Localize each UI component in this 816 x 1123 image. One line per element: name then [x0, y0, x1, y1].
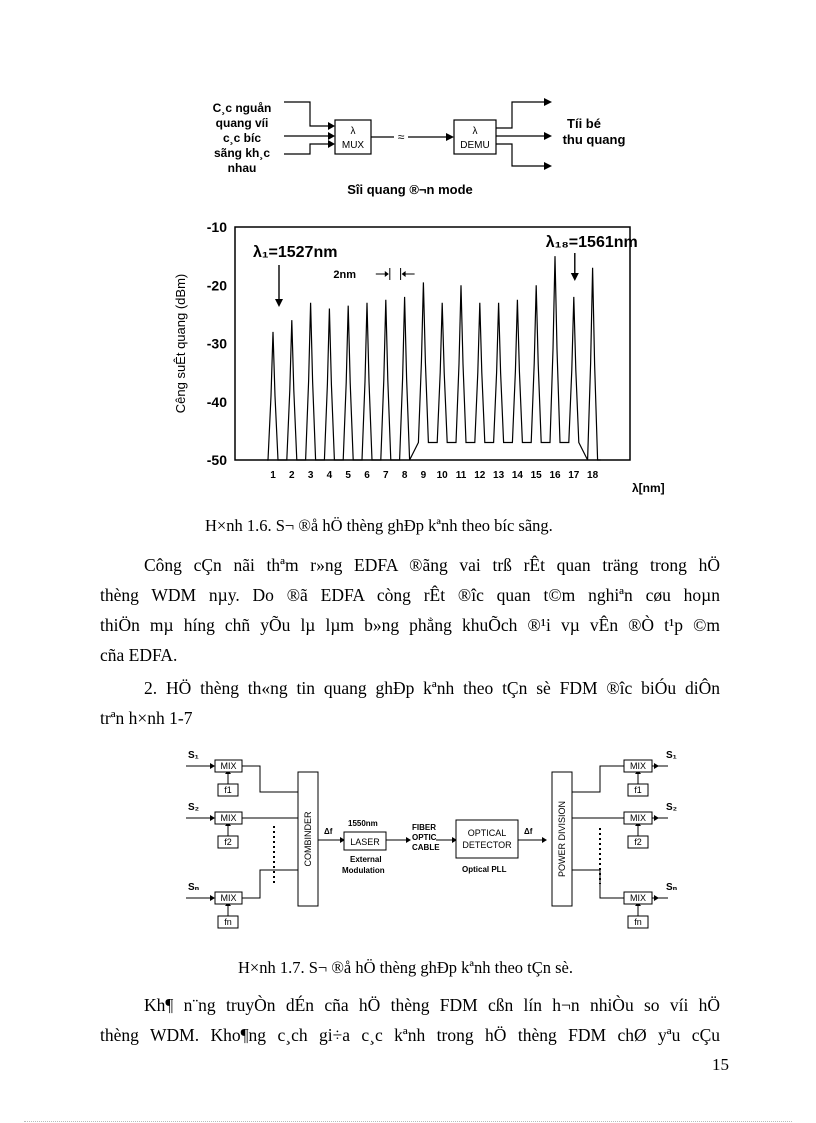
sources-line-3: c¸c bíc — [222, 131, 262, 145]
mux-label: MUX — [341, 140, 365, 151]
lambda-end-annotation: λ₁₈=1561nm — [545, 234, 638, 251]
spacing-annotation: 2nm — [333, 269, 357, 281]
y-tick-label: -10 — [206, 219, 227, 235]
receiver-line-2: thu quang — [562, 132, 626, 147]
paragraph-3-line-1: Kh¶ n¨ng truyÒn dÉn cña hÖ thèng FDM cßn lín h¬n nhiÒu so víi hÖ — [144, 995, 720, 1015]
sources-line-1: C¸c nguån — [212, 101, 272, 115]
output-arrows — [496, 102, 544, 166]
mix-out-label-n: MIX — [629, 893, 647, 903]
sn-label: Sₙ — [188, 882, 200, 893]
detector-label-1: OPTICAL — [467, 828, 507, 838]
demux-symbol: λ — [472, 126, 478, 137]
x-axis-label: λ[nm] — [632, 481, 665, 495]
s1-label: S₁ — [188, 750, 199, 761]
x-tick-label: 11 — [455, 470, 467, 481]
paragraph-2-line-2: trªn h×nh 1-7 — [100, 708, 193, 728]
paragraph-1-line-3: thiÖn mµ híng chñ yÕu lµ lµm b»ng phẳng khuÕch ®¹i vµ vÊn ®Ò t¹p ©m — [100, 615, 720, 635]
combiner-label: COMBINDER — [303, 811, 313, 867]
x-tick-label: 3 — [307, 470, 314, 481]
x-tick-label: 10 — [436, 470, 448, 481]
fn-label: fn — [224, 917, 232, 927]
power-division-label: POWER DIVISION — [557, 800, 567, 878]
pll-label: Optical PLL — [462, 865, 507, 874]
laser-label: LASER — [350, 837, 380, 847]
paragraph-1-line-4: cña EDFA. — [100, 645, 178, 665]
spectrum-chart — [160, 212, 680, 502]
x-tick-label: 6 — [364, 470, 370, 481]
x-tick-label: 13 — [493, 470, 505, 481]
x-tick-label: 16 — [549, 470, 561, 481]
paragraph-fdm-capacity — [100, 990, 720, 1050]
y-axis-label: Cêng suÊt quang (dBm) — [173, 273, 188, 414]
input-arrows — [284, 102, 328, 154]
s1-out-label: S₁ — [666, 750, 677, 761]
mix-out-label-2: MIX — [629, 813, 647, 823]
paragraph-3-line-2: thèng WDM. Kho¶ng c¸ch gi÷a c¸c kªnh trong hÖ thèng FDM chØ yªu cÇu — [100, 1025, 720, 1045]
paragraph-edfa — [100, 550, 720, 670]
page-number: 15 — [712, 1055, 729, 1074]
fiber-label-1: FIBER — [412, 823, 436, 832]
wdm-block-diagram — [200, 88, 660, 203]
external-label: External — [350, 855, 382, 864]
y-tick-label: -40 — [206, 393, 227, 410]
x-tick-label: 2 — [289, 470, 295, 481]
y-tick-label: -20 — [206, 277, 227, 294]
sources-line-4: sãng kh¸c — [213, 146, 271, 160]
paragraph-2-line-1: 2. HÖ thèng th«ng tin quang ghÐp kªnh theo tÇn sè FDM ®îc biÓu diÔn — [144, 678, 720, 698]
x-tick-label: 4 — [326, 470, 333, 481]
f1-label: f1 — [224, 785, 232, 795]
s2-label: S₂ — [188, 802, 200, 813]
x-tick-label: 18 — [587, 470, 599, 481]
sources-line-2: quang víi — [215, 116, 269, 130]
mix-label-1: MIX — [220, 761, 237, 771]
x-tick-labels — [270, 470, 598, 481]
fiber-label: Sîi quang ®¬n mode — [347, 182, 473, 197]
detector-box — [456, 820, 518, 858]
plot-frame — [235, 227, 630, 460]
demux-label: DEMU — [460, 140, 490, 151]
paragraph-fdm-intro — [100, 673, 720, 733]
fdm-block-diagram — [180, 748, 678, 938]
f1-out-label: f1 — [634, 785, 642, 795]
sn-out-label: Sₙ — [666, 882, 678, 893]
f2-label: f2 — [224, 837, 232, 847]
x-tick-label: 12 — [474, 470, 486, 481]
detector-label-2: DETECTOR — [462, 840, 512, 850]
x-tick-label: 5 — [345, 470, 351, 481]
paragraph-1-line-2: thèng WDM nµy. Do ®ã EDFA còng rÊt ®îc quan t©m nghiªn cøu hoµn — [100, 585, 720, 605]
x-tick-label: 8 — [401, 470, 408, 481]
lambda-start-annotation: λ₁=1527nm — [253, 244, 338, 261]
y-tick-labels — [207, 219, 227, 468]
paragraph-1-line-1: Công cÇn nãi thªm r»ng EDFA ®ãng vai trß rÊt quan träng trong hÖ — [144, 555, 720, 575]
fiber-break: ≈ — [397, 130, 405, 144]
f2-out-label: f2 — [634, 837, 642, 847]
x-tick-label: 1 — [270, 470, 276, 481]
figure-1-7-caption: H×nh 1.7. S¬ ®å hÖ thèng ghÐp kªnh theo tÇn sè. — [238, 958, 573, 977]
delta-f-left: Δf — [324, 827, 333, 836]
y-tick-label: -50 — [206, 452, 227, 468]
x-tick-label: 7 — [383, 470, 389, 481]
x-tick-label: 9 — [420, 470, 427, 481]
mix-label-2: MIX — [220, 813, 237, 823]
mux-symbol: λ — [350, 126, 356, 137]
footer-divider — [24, 1121, 792, 1122]
mix-out-label-1: MIX — [629, 761, 647, 771]
fn-out-label: fn — [634, 917, 642, 927]
sources-line-5: nhau — [227, 161, 257, 175]
x-tick-label: 14 — [511, 470, 523, 481]
delta-f-right: Δf — [524, 827, 533, 836]
modulation-label: Modulation — [342, 866, 385, 875]
y-tick-label: -30 — [206, 335, 227, 352]
fiber-label-3: CABLE — [412, 843, 440, 852]
s2-out-label: S₂ — [666, 802, 678, 813]
x-tick-label: 17 — [568, 470, 580, 481]
fiber-label-2: OPTIC — [412, 833, 437, 842]
figure-1-6-caption: H×nh 1.6. S¬ ®å hÖ thèng ghÐp kªnh theo bíc sãng. — [205, 516, 553, 535]
receiver-line-1: Tíi bé — [567, 116, 601, 131]
mix-label-n: MIX — [220, 893, 237, 903]
laser-wavelength: 1550nm — [348, 819, 378, 828]
x-tick-label: 15 — [530, 470, 542, 481]
